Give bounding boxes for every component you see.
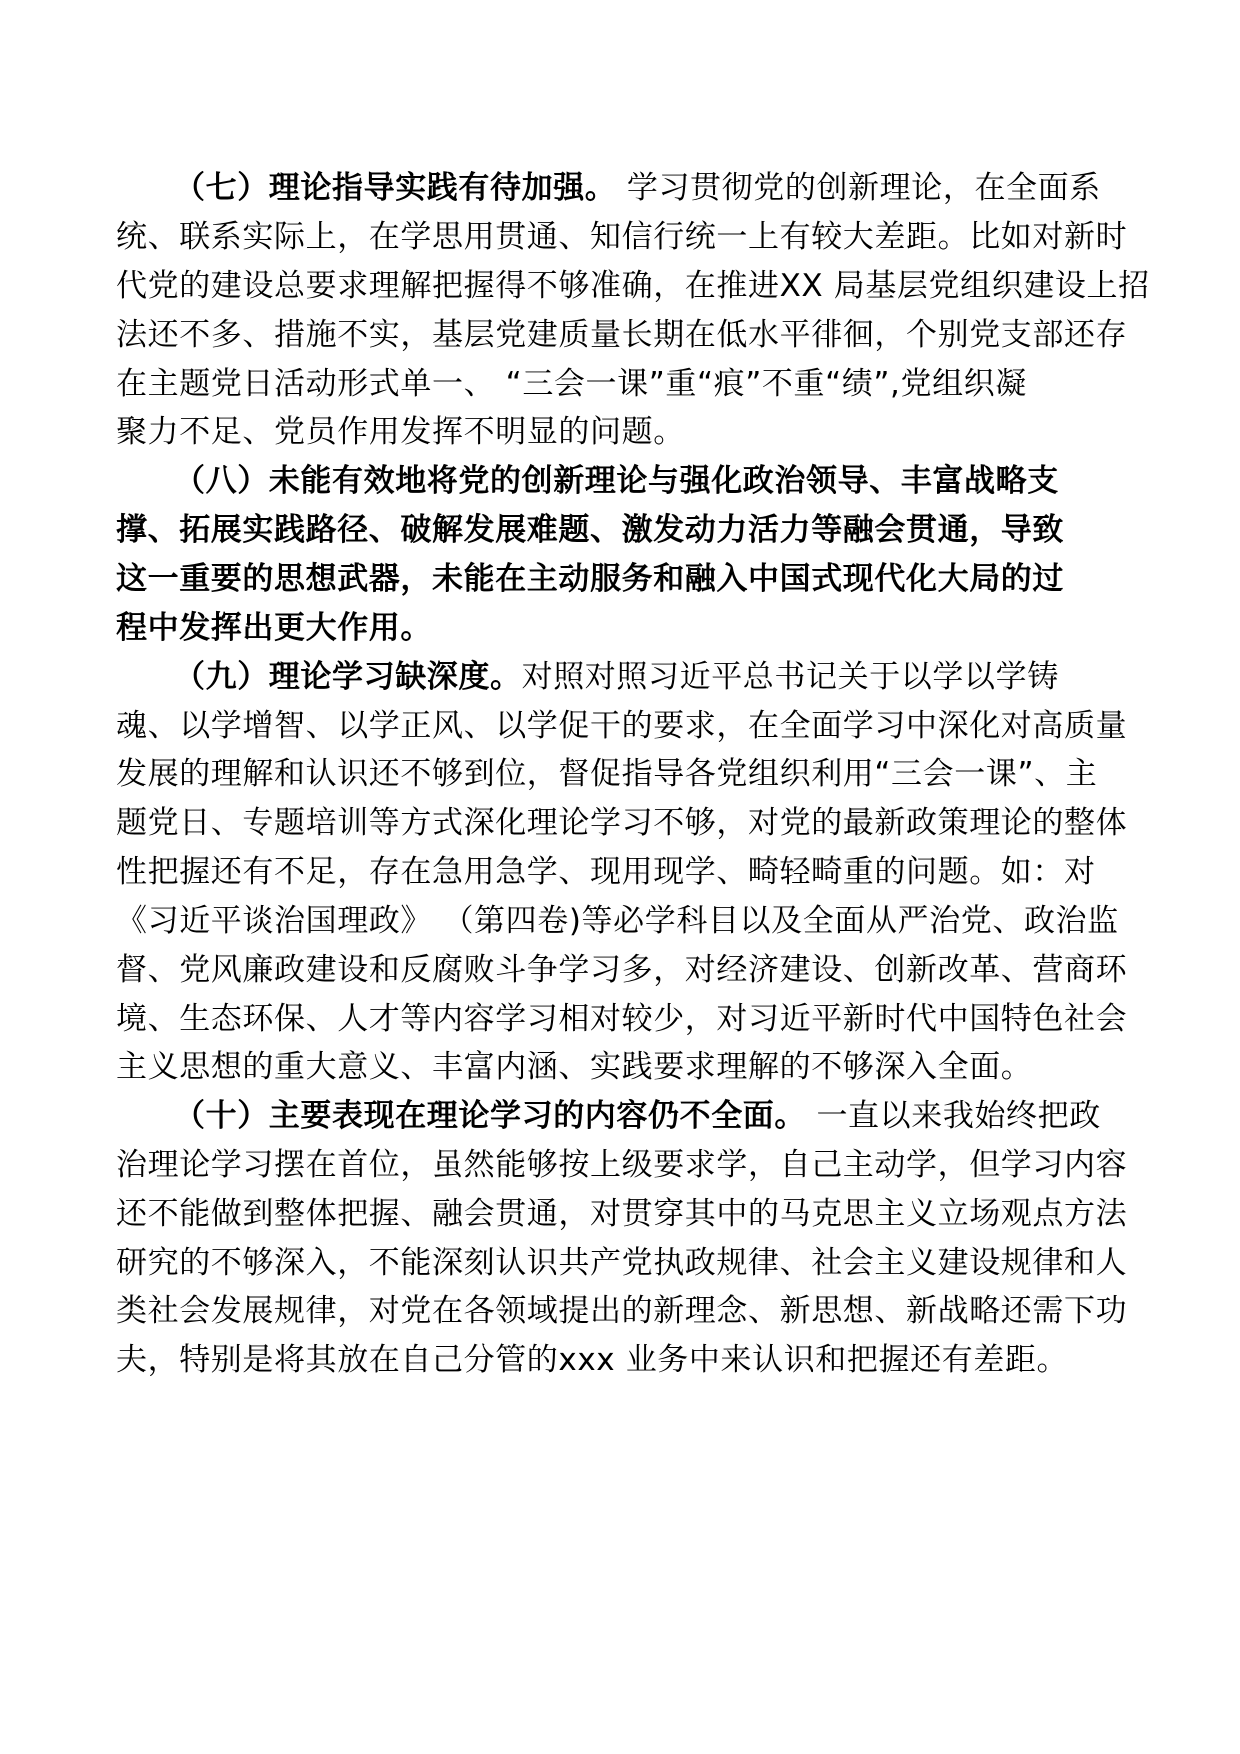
paragraph-line [116,1147,1128,1183]
body-text: 题党日、专题培训等方式深化理论学习不够，对党的最新政策理论的整体 [116,805,1128,841]
section-heading: （九）理论学习缺深度。 [174,659,522,695]
paragraph-line [174,170,1101,206]
paragraph-line [116,1049,1033,1085]
body-text: 统、联系实际上，在学思用贯通、知信行统一上有较大差距。比如对新时 [116,219,1128,255]
body-text: 夫，特别是将其放在自己分管的xxx 业务中来认识和把握还有差距。 [116,1342,1069,1378]
paragraph-line [116,317,1128,353]
section-heading: 这一重要的思想武器，未能在主动服务和融入中国式现代化大局的过 [116,561,1064,597]
paragraph-line [116,1196,1128,1232]
paragraph-line [116,1245,1128,1281]
body-text: 研究的不够深入，不能深刻认识共产党执政规律、社会主义建设规律和人 [116,1245,1128,1281]
paragraph-line [116,1293,1128,1329]
body-text: 聚力不足、党员作用发挥不明显的问题。 [116,414,685,450]
paragraph-line [116,952,1128,988]
paragraph-line [116,903,1119,939]
body-text: 境、生态环保、人才等内容学习相对较少，对习近平新时代中国特色社会 [116,1001,1128,1037]
body-text: 发展的理解和认识还不够到位，督促指导各党组织利用“三会一课”、主 [116,756,1098,792]
paragraph-line [116,854,1096,890]
paragraph-line [116,268,1150,304]
paragraph-line [116,610,432,646]
body-text: 督、党风廉政建设和反腐败斗争学习多，对经济建设、创新改革、营商环 [116,952,1128,988]
body-text: 治理论学习摆在首位，虽然能够按上级要求学，自己主动学，但学习内容 [116,1147,1128,1183]
paragraph-line [116,756,1098,792]
body-text: 主义思想的重大意义、丰富内涵、实践要求理解的不够深入全面。 [116,1049,1033,1085]
paragraph-line [174,659,1059,695]
body-text: 一直以来我始终把政 [806,1098,1101,1134]
paragraph-line [116,1001,1128,1037]
body-text: 法还不多、措施不实，基层党建质量长期在低水平徘徊，个别党支部还存 [116,317,1128,353]
section-heading: （七）理论指导实践有待加强。 [174,170,617,206]
paragraph-line [174,1098,1101,1134]
paragraph-line [116,708,1128,744]
body-text: 还不能做到整体把握、融会贯通，对贯穿其中的马克思主义立场观点方法 [116,1196,1128,1232]
paragraph-line [116,366,1027,402]
paragraph-line [174,463,1059,499]
body-text: 魂、以学增智、以学正风、以学促干的要求，在全面学习中深化对高质量 [116,708,1128,744]
body-text: 性把握还有不足，存在急用急学、现用现学、畸轻畸重的问题。如：对 [116,854,1096,890]
section-heading: 撑、拓展实践路径、破解发展难题、激发动力活力等融会贯通，导致 [116,512,1064,548]
body-text: 在主题党日活动形式单一、 “三会一课”重“痕”不重“绩”,党组织凝 [116,366,1027,402]
section-heading: （十）主要表现在理论学习的内容仍不全面。 [174,1098,806,1134]
paragraph-line [116,561,1064,597]
paragraph-line [116,512,1064,548]
body-text: 《习近平谈治国理政》 （第四卷)等必学科目以及全面从严治党、政治监 [116,903,1119,939]
paragraph-line [116,219,1128,255]
paragraph-line [116,1342,1069,1378]
paragraph-line [116,414,685,450]
section-heading: 程中发挥出更大作用。 [116,610,432,646]
section-heading: （八）未能有效地将党的创新理论与强化政治领导、丰富战略支 [174,463,1059,499]
body-text: 代党的建设总要求理解把握得不够准确，在推进XX 局基层党组织建设上招 [116,268,1150,304]
body-text: 类社会发展规律，对党在各领域提出的新理念、新思想、新战略还需下功 [116,1293,1128,1329]
body-text: 对照对照习近平总书记关于以学以学铸 [521,659,1059,695]
paragraph-line [116,805,1128,841]
body-text: 学习贯彻党的创新理论，在全面系 [616,170,1101,206]
